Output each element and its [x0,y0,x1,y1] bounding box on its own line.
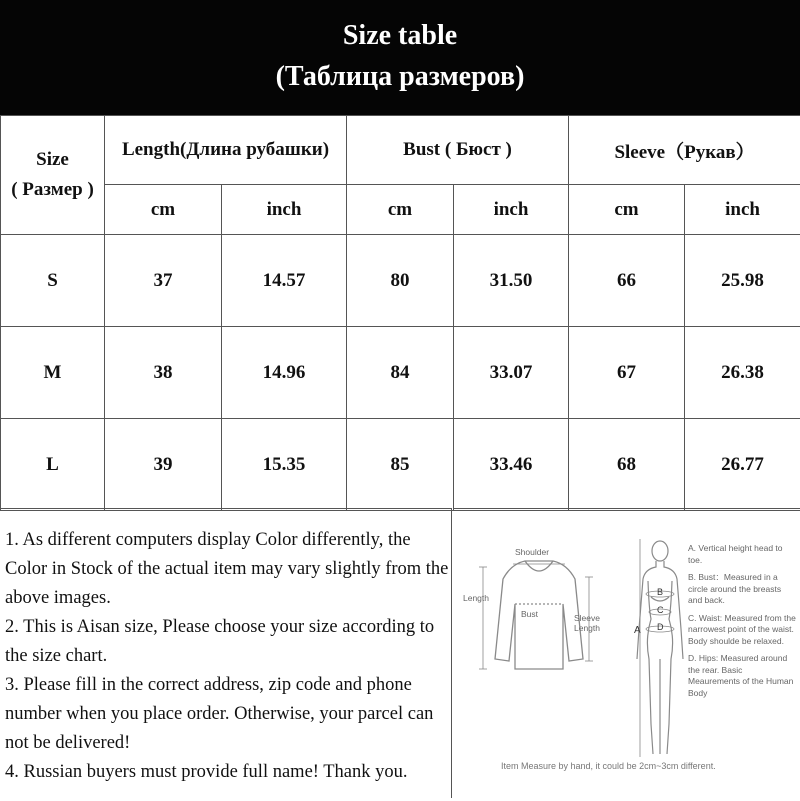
legend-item: B. Bust：Measured in a circle around the breasts and back. [688,572,796,607]
legend-item: C. Waist: Measured from the narrowest point of the waist. Body shoulde be relaxed. [688,613,796,648]
bust-label: Bust [521,609,538,619]
page-title: Size table [0,20,800,52]
table-row [1,419,800,511]
shirt-icon [495,561,583,669]
value-cell: 80 [347,235,454,327]
value-cell: 38 [105,327,222,419]
value-cell: 37 [105,235,222,327]
size-cell: S [1,235,105,327]
bust-header: Bust ( Бюст ) [347,116,569,185]
sleeve-label-line2: Length [574,623,600,633]
value-cell: 31.50 [454,235,569,327]
note-item: 2. This is Aisan size, Please choose your size according to the size chart. [5,613,451,671]
unit-header: cm [569,185,685,235]
value-cell: 33.07 [454,327,569,419]
unit-header: inch [685,185,800,235]
size-cell: M [1,327,105,419]
body-figure-icon [637,541,683,754]
measurement-legend [688,543,796,705]
size-header-line2: ( Размер ) [1,175,104,205]
unit-header: cm [347,185,454,235]
unit-header: inch [454,185,569,235]
value-cell: 26.77 [685,419,800,511]
size-header-line1: Size [1,145,104,175]
size-cell: L [1,419,105,511]
value-cell: 84 [347,327,454,419]
value-cell: 67 [569,327,685,419]
note-item: 1. As different computers display Color differently, the Color in Stock of the actual item may vary slightly from the above images. [5,526,451,613]
marker-d: D [657,622,664,632]
table-row [1,327,800,419]
size-header [1,116,105,235]
unit-header: inch [222,185,347,235]
marker-c: C [657,605,664,615]
sleeve-header: Sleeve（Рукав） [569,116,800,185]
note-item: 3. Please fill in the correct address, zip code and phone number when you place order. Otherwise, your parcel can not be delivered! [5,671,451,758]
notes-panel [0,508,452,798]
value-cell: 14.57 [222,235,347,327]
legend-item: D. Hips: Measured around the rear. Basic Meaurements of the Human Body [688,653,796,699]
legend-item: A. Vertical height head to toe. [688,543,796,566]
value-cell: 33.46 [454,419,569,511]
title-banner [0,0,800,115]
sleeve-label-line1: Sleeve [574,613,600,623]
length-label: Length [463,593,489,603]
value-cell: 39 [105,419,222,511]
size-table [0,115,800,511]
value-cell: 25.98 [685,235,800,327]
length-header: Length(Длина рубашки) [105,116,347,185]
note-item: 4. Russian buyers must provide full name! Thank you. [5,758,451,787]
value-cell: 68 [569,419,685,511]
measure-footnote: Item Measure by hand, it could be 2cm~3cm different. [501,761,716,771]
value-cell: 26.38 [685,327,800,419]
value-cell: 14.96 [222,327,347,419]
value-cell: 66 [569,235,685,327]
marker-a: A [634,625,641,636]
table-row [1,235,800,327]
measurement-diagram [453,508,800,801]
shoulder-label: Shoulder [515,547,549,557]
value-cell: 15.35 [222,419,347,511]
unit-header: cm [105,185,222,235]
page-subtitle: (Таблица размеров) [0,61,800,93]
marker-b: B [657,587,663,597]
value-cell: 85 [347,419,454,511]
